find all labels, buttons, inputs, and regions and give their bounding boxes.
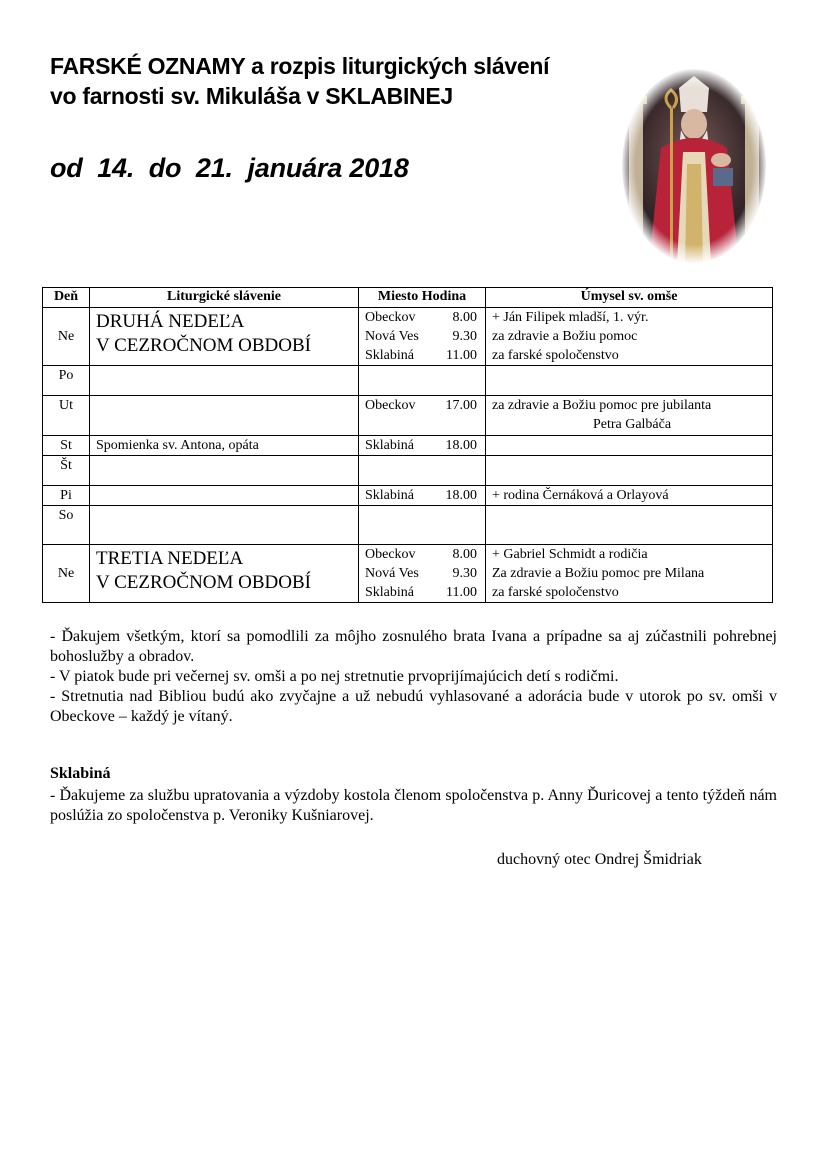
intention-line: za farské spoločenstvo <box>492 348 619 363</box>
time: 9.30 <box>452 329 477 344</box>
time: 11.00 <box>446 348 477 363</box>
place-time-cell <box>359 456 486 486</box>
announcement-item: - Stretnutia nad Bibliou budú ako zvyčajne a už nebudú vyhlasované a adorácia bude v utorok po sv. omši v Obeckove – každý je vítaný. <box>50 688 777 725</box>
title-line-1: FARSKÉ OZNAMY a rozpis liturgických slávení <box>50 53 550 79</box>
intention-cell <box>486 396 773 436</box>
celebration-cell <box>90 396 359 436</box>
place: Obeckov <box>365 547 416 562</box>
intention-line: za zdravie a Božiu pomoc pre jubilanta <box>492 398 712 413</box>
day-cell: Pi <box>43 486 90 506</box>
time: 17.00 <box>445 398 477 413</box>
place-time-cell <box>359 506 486 545</box>
day-cell: Št <box>43 456 90 486</box>
liturgy-schedule-table <box>42 287 773 603</box>
header-day: Deň <box>43 288 90 308</box>
table-row <box>43 506 773 545</box>
place-time-entry <box>365 486 485 505</box>
day-cell: Ut <box>43 396 90 436</box>
time: 8.00 <box>452 547 477 562</box>
intention-line: za farské spoločenstvo <box>492 585 619 600</box>
header-celebration: Liturgické slávenie <box>90 288 359 308</box>
place-time-entry <box>365 583 485 602</box>
day-cell: Po <box>43 366 90 396</box>
place: Sklabiná <box>365 438 414 453</box>
intention-cell <box>486 436 773 456</box>
celebration-line: V CEZROČNOM OBDOBÍ <box>96 572 312 593</box>
place: Obeckov <box>365 310 416 325</box>
table-row <box>43 308 773 366</box>
place: Sklabiná <box>365 348 414 363</box>
day-cell: So <box>43 506 90 545</box>
title-line-2: vo farnosti sv. Mikuláša v SKLABINEJ <box>50 83 453 109</box>
place-time-entry <box>365 346 485 365</box>
day-cell: Ne <box>43 545 90 603</box>
place: Sklabiná <box>365 585 414 600</box>
intention-line: + Ján Filipek mladší, 1. výr. <box>492 310 649 325</box>
place-time-entry <box>365 396 485 415</box>
table-row <box>43 396 773 436</box>
intention-line: Petra Galbáča <box>592 417 672 432</box>
celebration-cell <box>90 486 359 506</box>
saint-nicholas-photo <box>621 68 767 264</box>
intention-cell: + rodina Černáková a Orlayová <box>486 486 773 506</box>
sklabina-heading: Sklabiná <box>50 765 111 782</box>
place-time-cell <box>359 308 486 366</box>
place: Nová Ves <box>365 566 419 581</box>
intention-line: za zdravie a Božiu pomoc <box>492 329 638 344</box>
celebration-line: V CEZROČNOM OBDOBÍ <box>96 335 312 356</box>
place-time-cell <box>359 486 486 506</box>
place-time-cell <box>359 436 486 456</box>
table-row <box>43 366 773 396</box>
intention-cell <box>486 545 773 603</box>
intention-line: Za zdravie a Božiu pomoc pre Milana <box>492 566 705 581</box>
celebration-cell <box>90 506 359 545</box>
intention-cell <box>486 366 773 396</box>
table-header-row <box>43 288 773 308</box>
table-row <box>43 456 773 486</box>
date-range: od 14. do 21. januára 2018 <box>50 153 409 183</box>
day-cell: St <box>43 436 90 456</box>
time: 11.00 <box>446 585 477 600</box>
place-time-entry <box>365 308 485 327</box>
place-time-cell <box>359 366 486 396</box>
intention-cell <box>486 308 773 366</box>
place: Obeckov <box>365 398 416 413</box>
celebration-cell <box>90 308 359 366</box>
table-row <box>43 545 773 603</box>
place-time-cell <box>359 545 486 603</box>
place-time-entry <box>365 327 485 346</box>
place: Sklabiná <box>365 488 414 503</box>
celebration-cell <box>90 456 359 486</box>
time: 9.30 <box>452 566 477 581</box>
table-row <box>43 486 773 506</box>
intention-line: + Gabriel Schmidt a rodičia <box>492 547 648 562</box>
sklabina-announcement: - Ďakujeme za službu upratovania a výzdoby kostola členom spoločenstva p. Anny Ďuricovej a tento týždeň nám poslúžia zo spoločenstva p. Veroniky Kušniarovej. <box>50 787 777 824</box>
day-cell: Ne <box>43 308 90 366</box>
intention-cell <box>486 456 773 486</box>
announcements <box>50 627 777 727</box>
place-time-entry <box>365 436 485 455</box>
place-time-entry <box>365 564 485 583</box>
place: Nová Ves <box>365 329 419 344</box>
place-time-entry <box>365 545 485 564</box>
celebration-line: TRETIA NEDEĽA <box>96 548 244 569</box>
place-time-cell <box>359 396 486 436</box>
signature: duchovný otec Ondrej Šmidriak <box>497 851 702 868</box>
intention-cell <box>486 506 773 545</box>
header-intention: Úmysel sv. omše <box>486 288 773 308</box>
header-place-time: Miesto Hodina <box>359 288 486 308</box>
time: 18.00 <box>445 438 477 453</box>
celebration-cell <box>90 545 359 603</box>
time: 8.00 <box>452 310 477 325</box>
celebration-cell <box>90 366 359 396</box>
celebration-cell: Spomienka sv. Antona, opáta <box>90 436 359 456</box>
announcement-item: - Ďakujem všetkým, ktorí sa pomodlili za môjho zosnulého brata Ivana a prípadne sa aj zúčastnili pohrebnej bohoslužby a obradov. <box>50 628 777 665</box>
table-row <box>43 436 773 456</box>
announcement-item: - V piatok bude pri večernej sv. omši a po nej stretnutie prvoprijímajúcich detí s rodičmi. <box>50 668 619 685</box>
bulletin-title <box>50 51 549 111</box>
celebration-line: DRUHÁ NEDEĽA <box>96 311 245 332</box>
time: 18.00 <box>445 488 477 503</box>
